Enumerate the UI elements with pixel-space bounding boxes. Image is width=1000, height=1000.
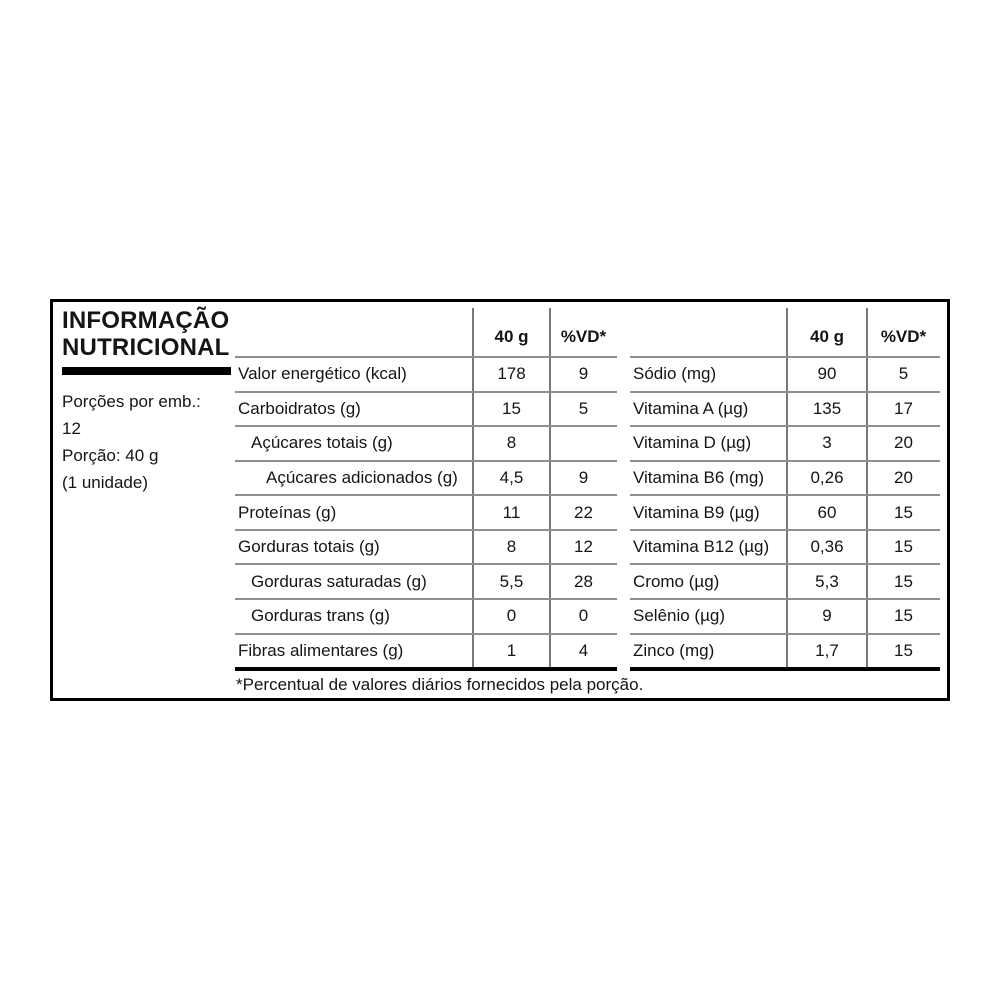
nutrient-dv: 5: [578, 398, 589, 418]
nutrient-amount: 135: [812, 398, 842, 418]
servings-info: [62, 388, 201, 496]
nutrient-amount: 8: [506, 537, 517, 557]
column-header-dv: %VD*: [880, 327, 927, 346]
table-rows: [235, 358, 617, 667]
table-row: [630, 565, 940, 600]
nutrient-dv: 28: [574, 571, 593, 591]
table-row: [630, 496, 940, 531]
nutrient-amount: 1: [506, 640, 517, 660]
table-row: [235, 427, 617, 462]
nutrition-table-right: [630, 308, 940, 671]
nutrient-dv: 9: [578, 467, 589, 487]
table-row: [235, 565, 617, 600]
nutrient-name: Cromo (µg): [633, 571, 720, 591]
nutrient-amount: 8: [506, 433, 517, 453]
nutrient-name: Zinco (mg): [633, 640, 715, 660]
table-row: [630, 600, 940, 635]
nutrient-name: Proteínas (g): [238, 502, 337, 522]
column-header-amount: 40 g: [494, 327, 529, 346]
table-row: [630, 358, 940, 393]
nutrient-dv: 15: [894, 537, 913, 557]
nutrient-name: Vitamina B6 (mg): [633, 467, 765, 487]
nutrient-name: Gorduras saturadas (g): [251, 571, 427, 591]
column-header-dv: %VD*: [560, 327, 607, 346]
nutrient-name: Açúcares adicionados (g): [266, 467, 458, 487]
nutrient-amount: 1,7: [815, 640, 839, 660]
column-header-amount: 40 g: [809, 327, 845, 346]
nutrient-dv: 9: [578, 364, 589, 384]
nutrient-amount: 90: [817, 364, 837, 384]
nutrient-dv: 0: [578, 606, 589, 626]
table-row: [235, 531, 617, 566]
nutrient-amount: 9: [822, 606, 832, 626]
nutrient-name: Gorduras totais (g): [238, 537, 380, 557]
table-row: [235, 462, 617, 497]
nutrient-dv: 17: [894, 398, 913, 418]
nutrient-name: Vitamina B12 (µg): [633, 537, 770, 557]
table-row: [630, 393, 940, 428]
nutrient-dv: 5: [898, 364, 909, 384]
table-row: [235, 358, 617, 393]
nutrient-amount: 11: [502, 502, 521, 522]
table-row: [235, 393, 617, 428]
label-title-line1: INFORMAÇÃO: [62, 307, 230, 334]
nutrient-amount: 60: [817, 502, 837, 522]
nutrient-amount: 5,5: [499, 571, 524, 591]
label-title-line2: NUTRICIONAL: [62, 334, 230, 361]
nutrient-amount: 0,36: [810, 537, 844, 557]
nutrient-name: Vitamina D (µg): [633, 433, 752, 453]
table-row: [630, 427, 940, 462]
table-bottom-rule: [235, 667, 617, 671]
table-rows: [630, 358, 940, 667]
title-divider-bar: [62, 367, 231, 375]
table-row: [235, 600, 617, 635]
nutrient-amount: 0: [506, 606, 517, 626]
servings-per-package-value: 12: [62, 419, 81, 438]
nutrient-amount: 3: [822, 433, 832, 453]
portion-unit: (1 unidade): [62, 473, 149, 492]
portion-size: Porção: 40 g: [62, 446, 159, 465]
nutrient-name: Açúcares totais (g): [251, 433, 393, 453]
table-row: [235, 496, 617, 531]
table-row: [630, 531, 940, 566]
table-bottom-rule: [630, 667, 940, 671]
nutrient-name: Gorduras trans (g): [251, 606, 390, 626]
nutrient-name: Valor energético (kcal): [238, 364, 407, 384]
nutrient-name: Vitamina B9 (µg): [633, 502, 760, 522]
nutrient-name: Selênio (µg): [633, 606, 726, 626]
nutrient-name: Vitamina A (µg): [633, 398, 749, 418]
nutrient-dv: 15: [894, 606, 913, 626]
nutrient-dv: 15: [894, 571, 913, 591]
nutrient-dv: 22: [574, 502, 593, 522]
nutrient-amount: 15: [502, 398, 521, 418]
table-row: [630, 462, 940, 497]
nutrient-dv: 12: [574, 537, 593, 557]
nutrient-name: Sódio (mg): [633, 364, 717, 384]
daily-value-footnote: *Percentual de valores diários fornecidos pela porção.: [236, 675, 644, 694]
nutrient-amount: 0,26: [810, 467, 844, 487]
nutrient-amount: 4,5: [499, 467, 524, 487]
servings-per-package-label: Porções por emb.:: [62, 392, 201, 411]
nutrient-dv: 15: [894, 640, 913, 660]
nutrient-dv: 4: [578, 640, 589, 660]
nutrition-label: [50, 299, 950, 701]
nutrient-amount: 5,3: [815, 571, 839, 591]
nutrient-name: Carboidratos (g): [238, 398, 361, 418]
nutrient-dv: 20: [894, 433, 913, 453]
nutrient-dv: 20: [894, 467, 913, 487]
nutrient-amount: 178: [497, 364, 526, 384]
nutrient-dv: 15: [894, 502, 913, 522]
label-title: [62, 307, 230, 361]
nutrition-table-left: [235, 308, 617, 671]
nutrient-name: Fibras alimentares (g): [238, 640, 404, 660]
table-row: [235, 635, 617, 668]
table-row: [630, 635, 940, 668]
